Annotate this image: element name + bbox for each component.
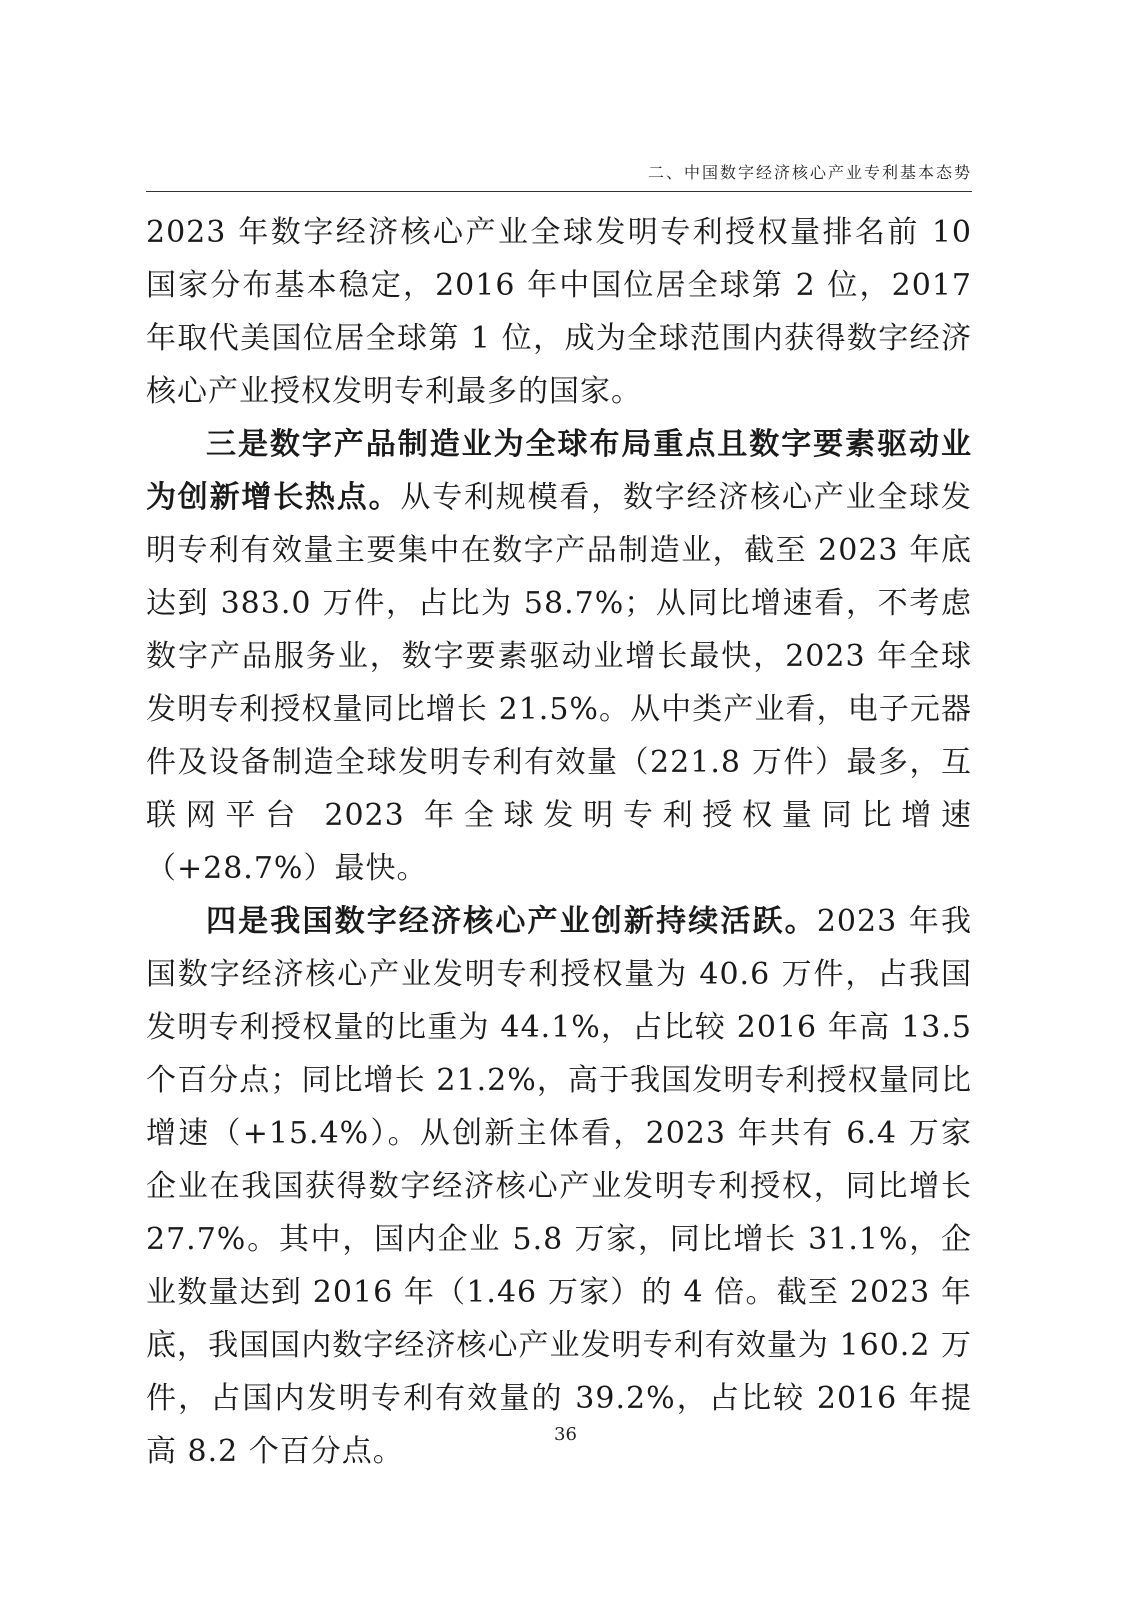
paragraph-1 — [146, 206, 972, 418]
header-rule — [146, 191, 972, 192]
paragraph-text: 2023 年我国数字经济核心产业发明专利授权量为 40.6 万件，占我国发明专利授权量的比重为 44.1%，占比较 2016 年高 13.5 个百分点；同比增长 21.2%，高于我国发明专利授权量同比增速（+15.4%）。从创新主体看，2023 年共有 6.4 万家企业在我国获得数字经济核心产业发明专利授权，同比增长 27.7%。其中，国内企业 5.8 万家，同比增长 31.1%，企业数量达到 2016 年（1.46 万家）的 4 倍。截至 2023 年底，我国国内数字经济核心产业发明专利有效量为 160.2 万件，占国内发明专利有效量的 39.2%，占比较 2016 年提高 8.2 个百分点。 — [146, 904, 972, 1469]
paragraph-text: 从专利规模看，数字经济核心产业全球发明专利有效量主要集中在数字产品制造业，截至 2023 年底达到 383.0 万件，占比为 58.7%；从同比增速看，不考虑数字产品服务业，数字要素驱动业增长最快，2023 年全球发明专利授权量同比增长 21.5%。从中类产业看，电子元器件及设备制造全球发明专利有效量（221.8 万件）最多，互联网平台 2023 年全球发明专利授权量同比增速（+28.7%）最快。 — [146, 480, 973, 886]
page-number: 36 — [554, 1424, 577, 1445]
paragraph-lead: 四是我国数字经济核心产业创新持续活跃。 — [206, 904, 817, 939]
paragraph-text: 2023 年数字经济核心产业全球发明专利授权量排名前 10 国家分布基本稳定，2016 年中国位居全球第 2 位，2017 年取代美国位居全球第 1 位，成为全球范围内获得数字经济核心产业授权发明专利最多的国家。 — [146, 215, 972, 409]
body-text — [146, 206, 972, 1478]
running-header: 二、中国数字经济核心产业专利基本态势 — [647, 163, 972, 182]
paragraph-3 — [146, 895, 972, 1478]
paragraph-lead: 三是数字产品制造业为全球布局重点且数字要素驱动业为创新增长热点。 — [146, 427, 972, 515]
paragraph-2 — [146, 418, 972, 895]
